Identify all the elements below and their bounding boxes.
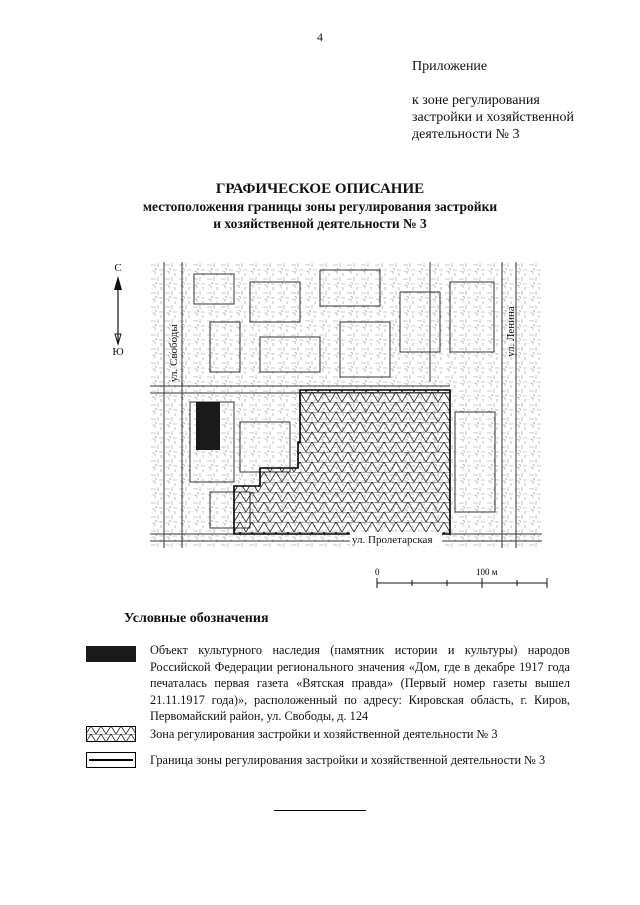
south-label: Ю (112, 346, 124, 358)
north-label: С (114, 262, 122, 274)
legend-item-heritage: Объект культурного наследия (памятник истории и культуры) народов Российской Федерации регионального значения «Дом, где в декабре 1917 года печаталась первая газета «Вятская правда» (Первый номер газеты вышел 21.11.1917 года)», расположенный по адресу: Кировская область, г. Киров, Первомайский район, ул. Свободы, д. 124 (150, 643, 570, 723)
title-line-2: местоположения границы зоны регулирования застройки (142, 199, 498, 214)
appendix-block (412, 58, 612, 143)
title-line-1: ГРАФИЧЕСКОЕ ОПИСАНИЕ (215, 181, 425, 197)
north-arrow (108, 262, 128, 362)
street-label-proletarskaya: ул. Пролетарская (352, 534, 433, 546)
north-arrow-icon (112, 276, 124, 346)
legend-item-zone: Зона регулирования застройки и хозяйственной деятельности № 3 (150, 727, 498, 741)
appendix-line-3: деятельности № 3 (412, 127, 520, 142)
scale-end-label: 100 м (476, 567, 498, 577)
heritage-object-marker (196, 402, 220, 450)
appendix-line-2: застройки и хозяйственной (412, 110, 575, 125)
site-map (150, 262, 542, 548)
appendix-line-1: к зоне регулирования (412, 93, 540, 108)
scale-bar-drawing (372, 566, 552, 596)
scale-bar (372, 566, 552, 596)
boundary-line-swatch (86, 752, 136, 768)
appendix-heading: Приложение (412, 59, 488, 74)
legend-item-boundary: Граница зоны регулирования застройки и хозяйственной деятельности № 3 (150, 753, 546, 767)
street-label-svobody: ул. Свободы (168, 324, 180, 382)
legend-title: Условные обозначения (124, 611, 269, 626)
site-map-drawing (150, 262, 542, 548)
page-number: 4 (317, 30, 323, 44)
title-line-3: и хозяйственной деятельности № 3 (213, 216, 427, 231)
hatched-zone-swatch (86, 726, 136, 742)
document-title (0, 180, 640, 232)
heritage-object-swatch (86, 646, 136, 662)
street-label-lenina: ул. Ленина (505, 306, 517, 357)
scale-start-label: 0 (375, 567, 380, 577)
footer-divider (274, 810, 366, 811)
